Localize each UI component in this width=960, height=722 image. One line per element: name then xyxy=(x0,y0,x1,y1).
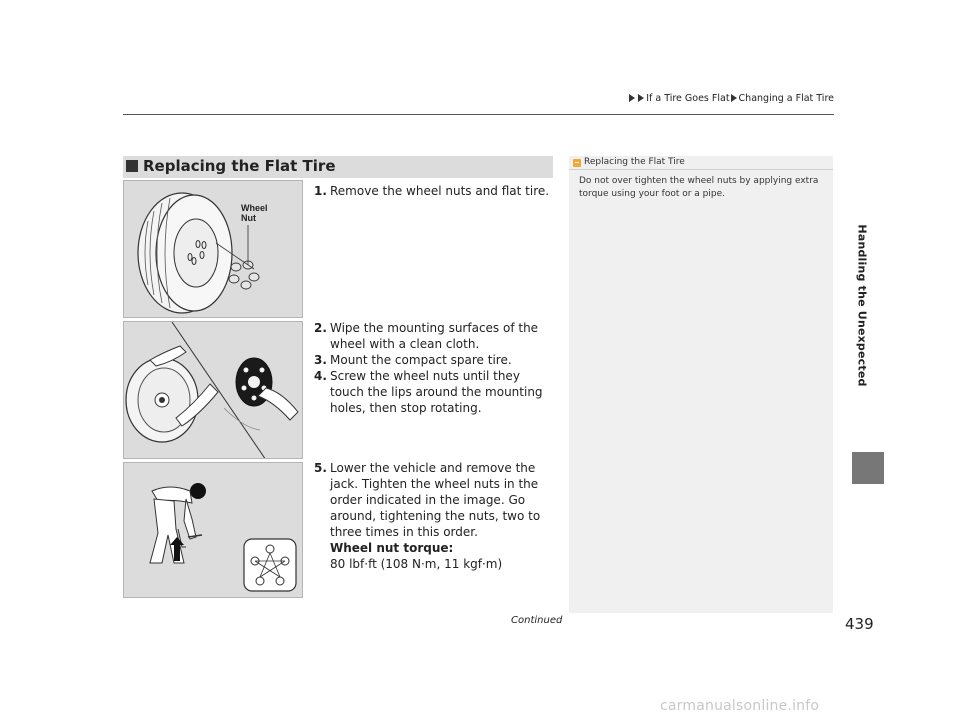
step-group-2 xyxy=(314,320,554,416)
note-box xyxy=(569,156,833,613)
torque-value: 80 lbf·ft (108 N·m, 11 kgf·m) xyxy=(330,557,503,571)
tighten-illustration xyxy=(124,463,303,598)
step-item xyxy=(314,183,554,199)
chapter-title-text: Handling the Unexpected xyxy=(855,224,869,387)
step-text: Lower the vehicle and remove the jack. Tighten the wheel nuts in the order indicated in the image. Go around, tightening the nuts, two to three times in this order. xyxy=(330,461,541,539)
step-number: 4. xyxy=(314,369,327,383)
section-square-icon xyxy=(126,160,138,172)
torque-label: Wheel nut torque: xyxy=(330,541,454,555)
step-text: Mount the compact spare tire. xyxy=(330,353,512,367)
breadcrumb-item[interactable]: If a Tire Goes Flat xyxy=(646,93,730,104)
page-number: 439 xyxy=(845,615,874,633)
note-body: Do not over tighten the wheel nuts by applying extra torque using your foot or a pipe. xyxy=(579,176,819,199)
header-rule xyxy=(123,114,834,115)
breadcrumb-arrow-icon xyxy=(638,94,644,102)
note-title: Replacing the Flat Tire xyxy=(584,157,685,167)
step-item xyxy=(314,320,554,352)
mount-spare-illustration xyxy=(124,322,303,459)
step-group-3 xyxy=(314,460,554,572)
breadcrumb-item[interactable]: Changing a Flat Tire xyxy=(738,93,834,104)
chapter-side-title xyxy=(852,156,869,456)
step-item xyxy=(314,368,554,416)
tire-illustration xyxy=(124,181,303,318)
step-group-1 xyxy=(314,183,554,199)
figure-tighten-nuts xyxy=(123,462,303,598)
figure-remove-tire xyxy=(123,180,303,318)
note-icon xyxy=(573,159,581,167)
label-line2: Nut xyxy=(241,213,256,223)
watermark: carmanualsonline.info xyxy=(660,698,820,714)
continued-label: Continued xyxy=(511,615,563,626)
breadcrumb-arrow-icon xyxy=(629,94,635,102)
note-header xyxy=(569,156,833,168)
wheel-nut-label xyxy=(241,203,268,223)
section-header xyxy=(123,156,553,178)
step-item xyxy=(314,460,554,572)
step-item xyxy=(314,352,554,368)
label-line1: Wheel xyxy=(241,203,268,213)
note-divider xyxy=(569,169,833,170)
step-number: 5. xyxy=(314,461,327,475)
chapter-tab[interactable] xyxy=(852,452,884,484)
step-number: 3. xyxy=(314,353,327,367)
figure-mount-spare xyxy=(123,321,303,459)
step-number: 2. xyxy=(314,321,327,335)
step-number: 1. xyxy=(314,184,327,198)
breadcrumb xyxy=(600,93,834,104)
step-text: Wipe the mounting surfaces of the wheel with a clean cloth. xyxy=(330,321,539,351)
step-text: Remove the wheel nuts and flat tire. xyxy=(330,184,550,198)
step-text: Screw the wheel nuts until they touch the lips around the mounting holes, then stop rotating. xyxy=(330,369,543,415)
section-title: Replacing the Flat Tire xyxy=(143,157,336,175)
breadcrumb-arrow-icon xyxy=(731,94,737,102)
